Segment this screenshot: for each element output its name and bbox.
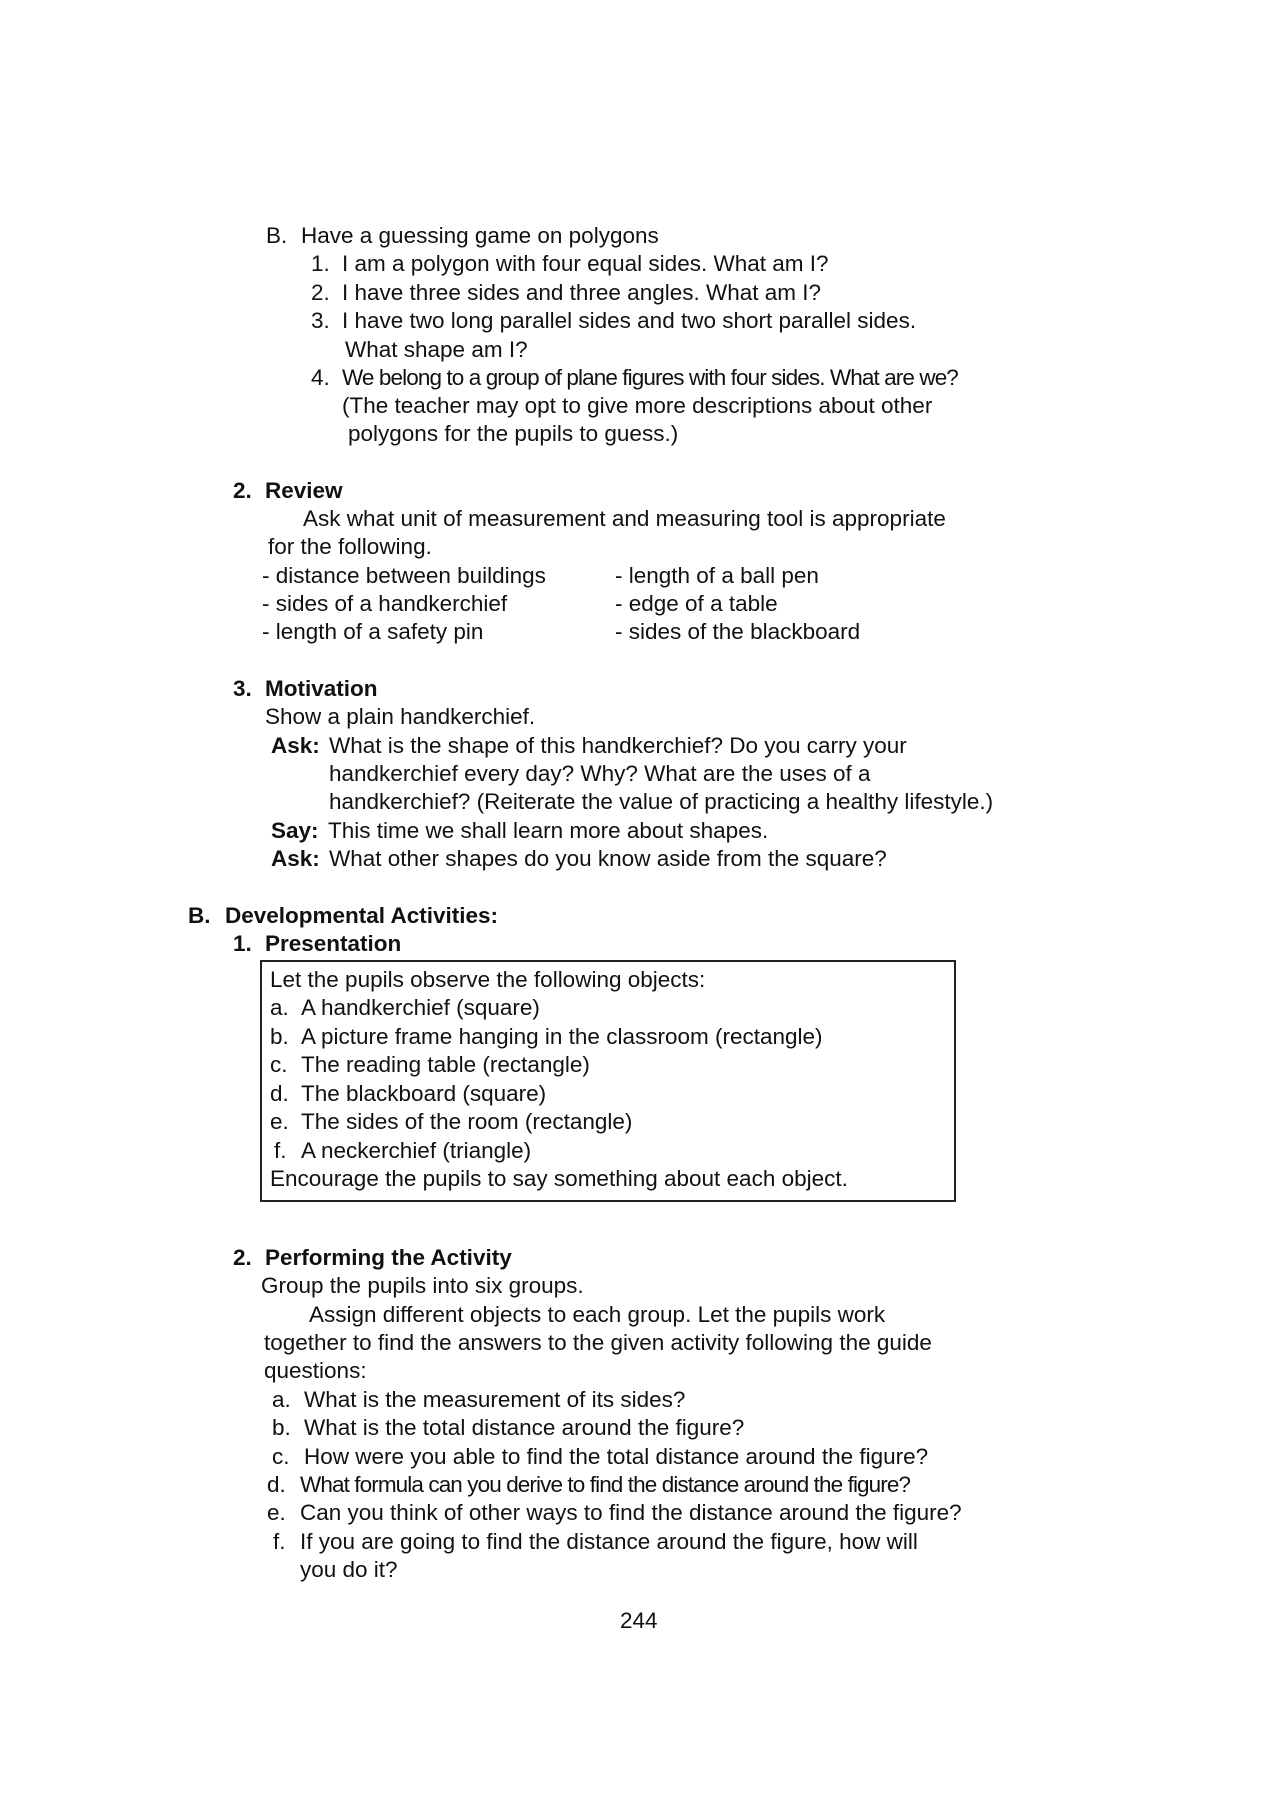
question-letter: c. xyxy=(272,1444,290,1469)
item-letter: a. xyxy=(270,995,289,1020)
section-title: Review xyxy=(265,478,343,503)
guide-question: Can you think of other ways to find the distance around the figure? xyxy=(300,1500,962,1525)
list-item: We belong to a group of plane figures with four sides. What are we? xyxy=(342,365,958,390)
subsection-number: 2. xyxy=(233,1245,252,1270)
guide-question: If you are going to find the distance around the figure, how will xyxy=(300,1529,918,1554)
review-item: - sides of a handkerchief xyxy=(262,591,508,616)
section-number: 2. xyxy=(233,478,252,503)
section-marker: B. xyxy=(188,903,211,928)
list-item-continuation: What shape am I? xyxy=(345,337,528,362)
item-number: 1. xyxy=(311,251,330,276)
ask-label: Ask: xyxy=(271,733,320,758)
object-item: The blackboard (square) xyxy=(301,1081,547,1106)
subsection-title: Presentation xyxy=(265,931,402,956)
section-title: Developmental Activities: xyxy=(225,903,498,928)
review-item: - length of a safety pin xyxy=(262,619,484,644)
box-intro: Let the pupils observe the following objects: xyxy=(270,967,706,992)
question-letter: b. xyxy=(272,1415,291,1440)
guide-question: What formula can you derive to find the distance around the figure? xyxy=(300,1472,911,1497)
review-item: - distance between buildings xyxy=(262,563,546,588)
ask-label: Ask: xyxy=(271,846,320,871)
teacher-note: polygons for the pupils to guess.) xyxy=(348,421,679,446)
motivation-text: Show a plain handkerchief. xyxy=(265,704,536,729)
object-item: The sides of the room (rectangle) xyxy=(301,1109,633,1134)
ask-text: handkerchief every day? Why? What are the uses of a xyxy=(329,761,871,786)
item-letter: c. xyxy=(270,1052,288,1077)
item-letter: f. xyxy=(274,1138,287,1163)
guide-question: How were you able to find the total distance around the figure? xyxy=(304,1444,929,1469)
teacher-note: (The teacher may opt to give more descriptions about other xyxy=(342,393,933,418)
item-letter: d. xyxy=(270,1081,289,1106)
activity-text: Group the pupils into six groups. xyxy=(261,1273,584,1298)
subsection-title: Performing the Activity xyxy=(265,1245,512,1270)
list-item: I am a polygon with four equal sides. What am I? xyxy=(342,251,829,276)
review-item: - edge of a table xyxy=(615,591,778,616)
guide-question: What is the total distance around the figure? xyxy=(304,1415,745,1440)
activity-text: questions: xyxy=(264,1358,367,1383)
activity-text: together to find the answers to the given activity following the guide xyxy=(264,1330,932,1355)
section-title: Motivation xyxy=(265,676,378,701)
question-letter: a. xyxy=(272,1387,291,1412)
item-letter: b. xyxy=(270,1024,289,1049)
guide-question: What is the measurement of its sides? xyxy=(304,1387,686,1412)
ask-text: What other shapes do you know aside from the square? xyxy=(329,846,887,871)
say-text: This time we shall learn more about shapes. xyxy=(328,818,769,843)
review-intro: Ask what unit of measurement and measuring tool is appropriate xyxy=(303,506,946,531)
review-intro: for the following. xyxy=(268,534,432,559)
box-outro: Encourage the pupils to say something about each object. xyxy=(270,1166,848,1191)
say-label: Say: xyxy=(271,818,319,843)
page-number: 244 xyxy=(620,1608,658,1633)
section-number: 3. xyxy=(233,676,252,701)
item-number: 4. xyxy=(311,365,330,390)
item-letter: e. xyxy=(270,1109,289,1134)
object-item: A neckerchief (triangle) xyxy=(301,1138,532,1163)
section-marker: B. xyxy=(266,223,288,248)
ask-text: What is the shape of this handkerchief? Do you carry your xyxy=(329,733,907,758)
object-item: A picture frame hanging in the classroom (rectangle) xyxy=(301,1024,823,1049)
item-number: 2. xyxy=(311,280,330,305)
section-heading: Have a guessing game on polygons xyxy=(301,223,659,248)
object-item: The reading table (rectangle) xyxy=(301,1052,590,1077)
activity-text: Assign different objects to each group. Let the pupils work xyxy=(309,1302,886,1327)
list-item: I have two long parallel sides and two short parallel sides. xyxy=(342,308,917,333)
question-letter: f. xyxy=(273,1529,286,1554)
list-item: I have three sides and three angles. What am I? xyxy=(342,280,822,305)
ask-text: handkerchief? (Reiterate the value of practicing a healthy lifestyle.) xyxy=(329,789,994,814)
question-letter: d. xyxy=(267,1472,286,1497)
object-item: A handkerchief (square) xyxy=(301,995,540,1020)
item-number: 3. xyxy=(311,308,330,333)
review-item: - length of a ball pen xyxy=(615,563,819,588)
guide-question-continuation: you do it? xyxy=(300,1557,398,1582)
review-item: - sides of the blackboard xyxy=(615,619,861,644)
subsection-number: 1. xyxy=(233,931,252,956)
question-letter: e. xyxy=(267,1500,286,1525)
